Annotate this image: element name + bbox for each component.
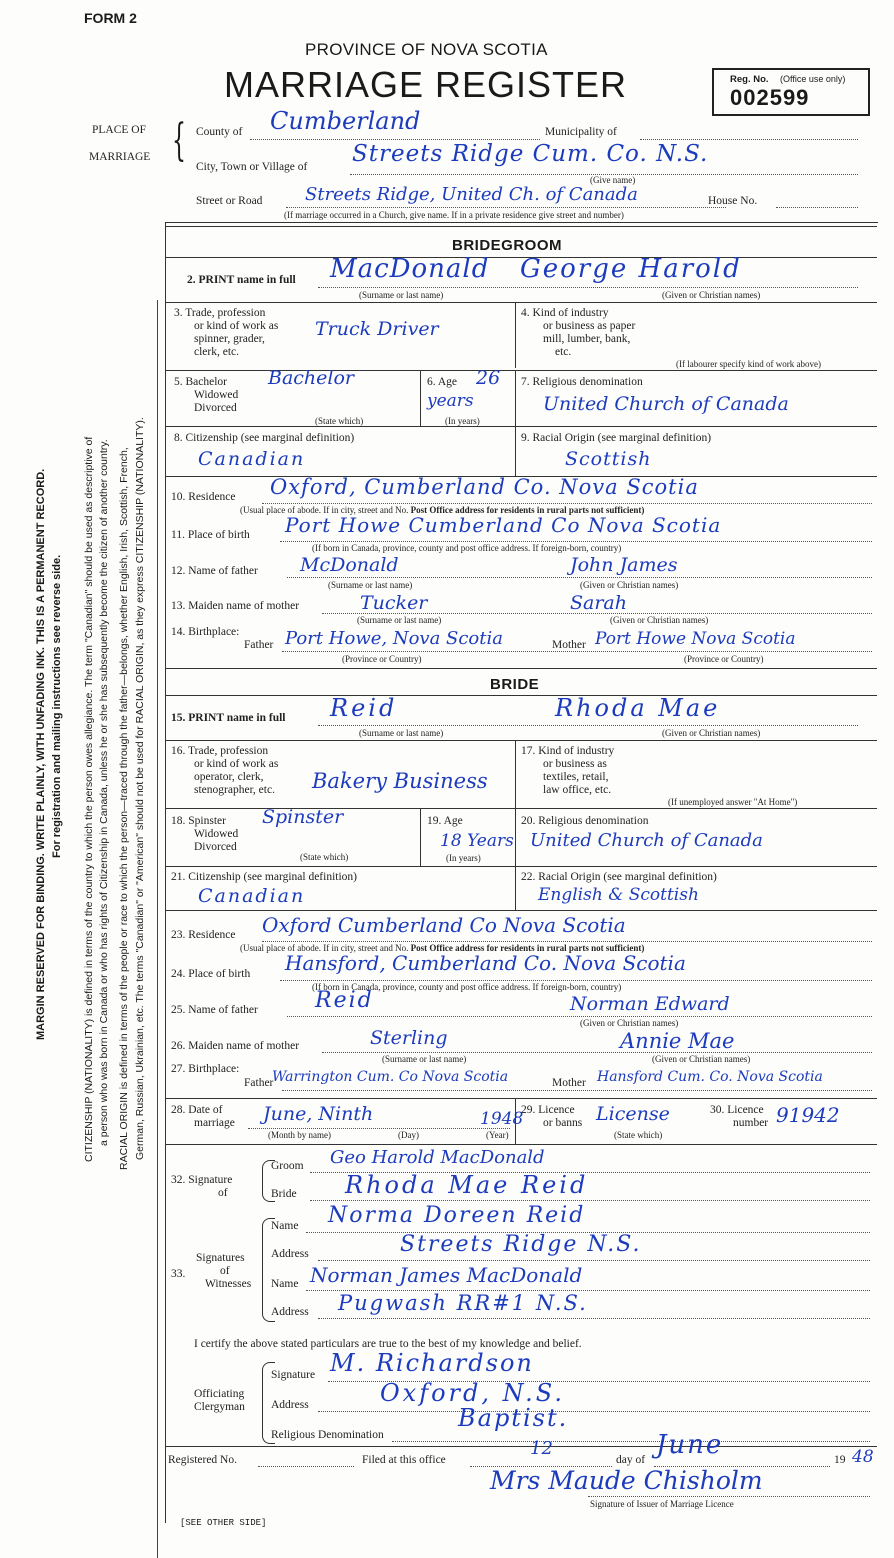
surname-note: (Surname or last name) <box>359 290 444 300</box>
municipality-label: Municipality of <box>545 126 617 138</box>
rule <box>515 866 516 910</box>
f3-l3: spinner, grader, <box>194 333 265 345</box>
rule <box>515 1098 516 1144</box>
w1-name-label: Name <box>271 1220 299 1232</box>
in-years-note: (In years) <box>445 416 480 426</box>
bride-trade: Bakery Business <box>312 769 488 793</box>
marriage-year: 1948 <box>480 1109 524 1129</box>
clergy-address-line <box>318 1411 870 1412</box>
f22-label: 22. Racial Origin (see marginal definition) <box>521 871 717 883</box>
street-value: Streets Ridge, United Ch. of Canada <box>305 184 638 205</box>
f6-label: 6. Age <box>427 376 458 388</box>
bride-state-which: (State which) <box>300 852 349 862</box>
f16-l1: 16. Trade, profession <box>171 745 269 757</box>
rule <box>515 740 516 808</box>
f5-l3: Divorced <box>194 402 237 414</box>
f16-l3: operator, clerk, <box>194 771 264 783</box>
f3-l4: clerk, etc. <box>194 346 240 358</box>
w1-address-line <box>318 1260 870 1261</box>
groom-father-given: John James <box>570 554 678 576</box>
f30-l2: number <box>733 1117 769 1129</box>
groom-signature: Geo Harold MacDonald <box>330 1147 545 1168</box>
bride-racial-origin: English & Scottish <box>538 885 699 905</box>
f27-mother-label: Mother <box>552 1077 586 1089</box>
officiating-l1: Officiating <box>194 1388 245 1400</box>
rule <box>165 1098 877 1099</box>
bride-given-note: (Given or Christian names) <box>662 728 761 738</box>
f11-label: 11. Place of birth <box>171 529 250 541</box>
clergy-denomination: Baptist. <box>458 1404 569 1432</box>
f25-label: 25. Name of father <box>171 1004 258 1016</box>
reg-label: Reg. No. <box>730 74 769 85</box>
bride-sig-label: Bride <box>271 1188 297 1200</box>
f17-note: (If unemployed answer "At Home") <box>668 797 798 807</box>
groom-residence-line <box>262 503 872 504</box>
f13-label: 13. Maiden name of mother <box>171 600 300 612</box>
bride-father-line <box>287 1016 872 1017</box>
f9-label: 9. Racial Origin (see marginal definition) <box>521 432 712 444</box>
filed-year-prefix: 19 <box>834 1454 846 1466</box>
bride-father-given: Norman Edward <box>570 993 730 1015</box>
rule <box>515 808 516 866</box>
county-line <box>250 139 540 140</box>
filed-year: 48 <box>852 1447 874 1467</box>
f29-l1: 29. Licence <box>521 1104 575 1116</box>
clergy-address: Oxford, N.S. <box>380 1379 565 1407</box>
issuer-signature: Mrs Maude Chisholm <box>490 1466 763 1495</box>
f33-l3: Witnesses <box>205 1278 252 1290</box>
bride-mother-surname-note: (Surname or last name) <box>382 1054 467 1064</box>
f27-label: 27. Birthplace: <box>171 1063 240 1075</box>
province-note-father: (Province or Country) <box>342 654 422 664</box>
f4-l1: 4. Kind of industry <box>521 307 609 319</box>
bride-father-given-note: (Given or Christian names) <box>580 1018 679 1028</box>
certify-statement: I certify the above stated particulars are true to the best of my knowledge and belief. <box>194 1338 582 1350</box>
f16-l2: or kind of work as <box>194 758 279 770</box>
f16-l4: stenographer, etc. <box>194 784 275 796</box>
f29-l2: or banns <box>543 1117 583 1129</box>
f17-l2: or business as <box>543 758 607 770</box>
groom-name-line <box>318 287 858 288</box>
city-label: City, Town or Village of <box>196 161 308 173</box>
f33-l1: Signatures <box>196 1252 245 1264</box>
bride-age: 18 Years <box>440 831 514 851</box>
issuer-sig-line <box>588 1496 870 1497</box>
bride-mother-given-note: (Given or Christian names) <box>652 1054 751 1064</box>
bride-surname-note: (Surname or last name) <box>359 728 444 738</box>
f18-l3: Divorced <box>194 841 237 853</box>
f19-label: 19. Age <box>427 815 463 827</box>
bride-status: Spinster <box>262 806 344 828</box>
f12-label: 12. Name of father <box>171 565 258 577</box>
reg-number-box <box>712 68 870 116</box>
rule <box>515 302 516 368</box>
rule <box>420 370 421 426</box>
rule <box>165 668 877 669</box>
rule <box>165 426 877 427</box>
groom-surname: MacDonald <box>330 254 490 284</box>
groom-sig-label: Groom <box>271 1160 304 1172</box>
marriage-month-day: June, Ninth <box>263 1103 374 1125</box>
see-other-side: [SEE OTHER SIDE] <box>180 1518 267 1528</box>
margin-citizenship-definition-1: CITIZENSHIP (NATIONALITY) is defined in terms of the country to which the person owes allegiance. The term "Canadian" should be used as descriptive of <box>83 436 95 1162</box>
f4-l4: etc. <box>555 346 572 358</box>
bride-residence-note: (Usual place of abode. If in city, street and No. Post Office address for residents in rural parts not sufficient) <box>240 943 645 953</box>
f14-line <box>282 651 872 652</box>
w2-name-label: Name <box>271 1278 299 1290</box>
f17-l1: 17. Kind of industry <box>521 745 615 757</box>
groom-citizenship: Canadian <box>198 448 306 470</box>
province-heading: PROVINCE OF NOVA SCOTIA <box>305 40 548 59</box>
rule <box>165 695 877 696</box>
rule <box>420 808 421 866</box>
rule <box>165 866 877 867</box>
witness1-address: Streets Ridge N.S. <box>400 1232 642 1257</box>
rule <box>165 1446 877 1447</box>
year-note: (Year) <box>486 1130 509 1140</box>
filed-month: June <box>656 1430 724 1460</box>
f28-l2: marriage <box>194 1117 235 1129</box>
witness2-address: Pugwash RR#1 N.S. <box>338 1291 588 1315</box>
registered-line <box>258 1466 354 1467</box>
bride-name-line <box>318 725 858 726</box>
clergy-denom-label: Religious Denomination <box>271 1429 384 1441</box>
bride-residence: Oxford Cumberland Co Nova Scotia <box>262 913 626 937</box>
bride-mother-birthplace: Hansford Cum. Co. Nova Scotia <box>597 1069 823 1085</box>
bride-father-surname: Reid <box>315 988 374 1013</box>
marriage-label: MARRIAGE <box>89 151 151 163</box>
box-double-line <box>165 226 877 227</box>
f32-l2: of <box>218 1187 228 1199</box>
bride-mother-surname: Sterling <box>370 1027 448 1049</box>
bride-residence-line <box>262 941 872 942</box>
groom-mother-line <box>322 613 872 614</box>
f3-l1: 3. Trade, profession <box>174 307 266 319</box>
f8-label: 8. Citizenship (see marginal definition) <box>174 432 355 444</box>
county-label: County of <box>196 126 243 138</box>
f18-l1: 18. Spinster <box>171 815 226 827</box>
birth-note: (If born in Canada, province, county and post office address. If foreign-born, country) <box>312 543 622 553</box>
f24-label: 24. Place of birth <box>171 968 251 980</box>
f4-note: (If labourer specify kind of work above) <box>676 359 821 369</box>
binding-margin-line <box>157 300 158 1558</box>
groom-mother-birthplace: Port Howe Nova Scotia <box>595 629 796 649</box>
bride-mother-line <box>322 1052 872 1053</box>
f7-label: 7. Religious denomination <box>521 376 643 388</box>
rule <box>165 740 877 741</box>
groom-father-birthplace: Port Howe, Nova Scotia <box>285 628 503 649</box>
house-label: House No. <box>708 195 758 207</box>
issuer-label: Signature of Issuer of Marriage Licence <box>590 1499 734 1509</box>
rule <box>165 302 877 303</box>
province-note-mother: (Province or Country) <box>684 654 764 664</box>
mother-given-note: (Given or Christian names) <box>610 615 709 625</box>
reg-office-note: (Office use only) <box>780 74 846 84</box>
f27-line <box>282 1090 872 1091</box>
place-brace: { <box>172 115 186 166</box>
mother-surname-note: (Surname or last name) <box>357 615 442 625</box>
f5-l1: 5. Bachelor <box>174 376 228 388</box>
groom-religion: United Church of Canada <box>543 393 789 415</box>
w1-address-label: Address <box>271 1248 309 1260</box>
rule <box>165 910 877 911</box>
groom-given-names: George Harold <box>520 254 742 284</box>
f26-label: 26. Maiden name of mother <box>171 1040 300 1052</box>
bride-mother-given: Annie Mae <box>620 1029 735 1053</box>
filed-label: Filed at this office <box>362 1454 446 1466</box>
margin-racial-definition-1: RACIAL ORIGIN is defined in terms of the people or race to which the person—traced through the father—belongs, whether English, Irish, Scottish, French, <box>118 447 130 1170</box>
groom-trade: Truck Driver <box>315 318 439 340</box>
f10-label: 10. Residence <box>171 491 236 503</box>
clergy-denom-line <box>392 1441 870 1442</box>
groom-residence: Oxford, Cumberland Co. Nova Scotia <box>270 475 699 499</box>
residence-note: (Usual place of abode. If in city, street and No. Post Office address for residents in rural parts not sufficient) <box>240 505 645 515</box>
date-line <box>248 1128 510 1129</box>
witness1-name: Norma Doreen Reid <box>328 1203 586 1228</box>
father-given-note: (Given or Christian names) <box>580 580 679 590</box>
groom-birthplace: Port Howe Cumberland Co Nova Scotia <box>285 513 722 537</box>
f28-l1: 28. Date of <box>171 1104 223 1116</box>
groom-mother-surname: Tucker <box>360 592 428 614</box>
day-of-label: day of <box>616 1454 646 1466</box>
f3-l2: or kind of work as <box>194 320 279 332</box>
street-note: (If marriage occurred in a Church, give name. If in a private residence give street and number) <box>284 210 624 220</box>
bride-birthplace-line <box>280 980 872 981</box>
witness2-name: Norman James MacDonald <box>310 1263 583 1287</box>
given-note: (Given or Christian names) <box>662 290 761 300</box>
margin-instructions-notice: For registration and mailing instructions see reverse side. <box>51 554 63 858</box>
f33-l2: of <box>220 1265 230 1277</box>
f21-label: 21. Citizenship (see marginal definition) <box>171 871 357 883</box>
groom-racial-origin: Scottish <box>565 448 652 470</box>
f18-l2: Widowed <box>194 828 239 840</box>
registered-label: Registered No. <box>168 1454 237 1466</box>
bride-heading: BRIDE <box>490 676 540 693</box>
county-value: Cumberland <box>270 107 421 135</box>
f4-l3: mill, lumber, bank, <box>543 333 631 345</box>
officiating-l2: Clergyman <box>194 1401 245 1413</box>
bride-surname: Reid <box>330 694 398 722</box>
clergy-address-label: Address <box>271 1399 309 1411</box>
w2-address-line <box>318 1318 870 1319</box>
place-of-label: PLACE OF <box>92 124 146 136</box>
page-title: MARRIAGE REGISTER <box>224 64 628 105</box>
f4-l2: or business as paper <box>543 320 636 332</box>
bride-in-years: (In years) <box>446 853 481 863</box>
margin-binding-notice: MARGIN RESERVED FOR BINDING. WRITE PLAINLY, WITH UNFADING INK. THIS IS A PERMANENT RECORD. <box>35 468 47 1040</box>
street-label: Street or Road <box>196 195 263 207</box>
bride-name-label: 15. PRINT name in full <box>171 712 286 724</box>
groom-name-label: 2. PRINT name in full <box>187 274 296 286</box>
f20-label: 20. Religious denomination <box>521 815 649 827</box>
f33-num: 33. <box>171 1268 186 1280</box>
father-surname-note: (Surname or last name) <box>328 580 413 590</box>
licence-type: License <box>596 1103 670 1125</box>
house-line <box>776 207 858 208</box>
f17-l3: textiles, retail, <box>543 771 609 783</box>
f14-father-label: Father <box>244 639 274 651</box>
licence-state-which: (State which) <box>614 1130 663 1140</box>
bride-birthplace: Hansford, Cumberland Co. Nova Scotia <box>285 951 686 975</box>
bride-given-names: Rhoda Mae <box>555 694 721 722</box>
bride-religion: United Church of Canada <box>530 830 763 851</box>
bride-birth-note: (If born in Canada, province, county and post office address. If foreign-born, country) <box>312 982 622 992</box>
rule <box>515 370 516 426</box>
give-name-note: (Give name) <box>590 175 636 185</box>
city-value: Streets Ridge Cum. Co. N.S. <box>352 141 709 167</box>
rule <box>515 426 516 476</box>
filed-day: 12 <box>530 1438 553 1459</box>
margin-racial-definition-2: German, Russian, Ukrainian, etc. The terms "Canadian" or "American" should not be used for RACIAL ORIGIN, as they express CITIZENSHIP (NATIONALITY). <box>134 417 146 1160</box>
clergy-sig-label: Signature <box>271 1369 316 1381</box>
bride-signature: Rhoda Mae Reid <box>345 1171 589 1199</box>
groom-status: Bachelor <box>268 367 355 389</box>
groom-father-surname: McDonald <box>300 554 399 576</box>
groom-mother-given: Sarah <box>570 592 627 614</box>
clergy-signature: M. Richardson <box>330 1349 534 1377</box>
reg-number: 002599 <box>730 85 810 110</box>
f23-label: 23. Residence <box>171 929 236 941</box>
day-note: (Day) <box>398 1130 419 1140</box>
f17-l4: law office, etc. <box>543 784 612 796</box>
f14-label: 14. Birthplace: <box>171 626 240 638</box>
groom-father-line <box>287 577 872 578</box>
municipality-line <box>640 139 858 140</box>
form-number: FORM 2 <box>84 10 137 26</box>
licence-number: 91942 <box>776 1103 840 1127</box>
groom-birthplace-line <box>280 541 872 542</box>
f30-l1: 30. Licence <box>710 1104 764 1116</box>
groom-age: 26 <box>476 367 501 389</box>
bridegroom-heading: BRIDEGROOM <box>452 237 562 254</box>
bride-sig-line <box>310 1200 870 1201</box>
street-line <box>286 207 726 208</box>
f5-l2: Widowed <box>194 389 239 401</box>
state-which-note: (State which) <box>315 416 364 426</box>
rule <box>165 1144 877 1145</box>
w2-address-label: Address <box>271 1306 309 1318</box>
f27-father-label: Father <box>244 1077 274 1089</box>
bride-citizenship: Canadian <box>198 885 306 907</box>
margin-citizenship-definition-2: a person who was born in Canada or who has rights of Citizenship in Canada, unless he or she has subsequently become the citizen of another country. <box>98 439 110 1146</box>
month-note: (Month by name) <box>268 1130 331 1140</box>
groom-age-unit: years <box>427 391 474 411</box>
f32-l1: 32. Signature <box>171 1174 233 1186</box>
bride-father-birthplace: Warrington Cum. Co Nova Scotia <box>272 1069 509 1085</box>
f14-mother-label: Mother <box>552 639 586 651</box>
